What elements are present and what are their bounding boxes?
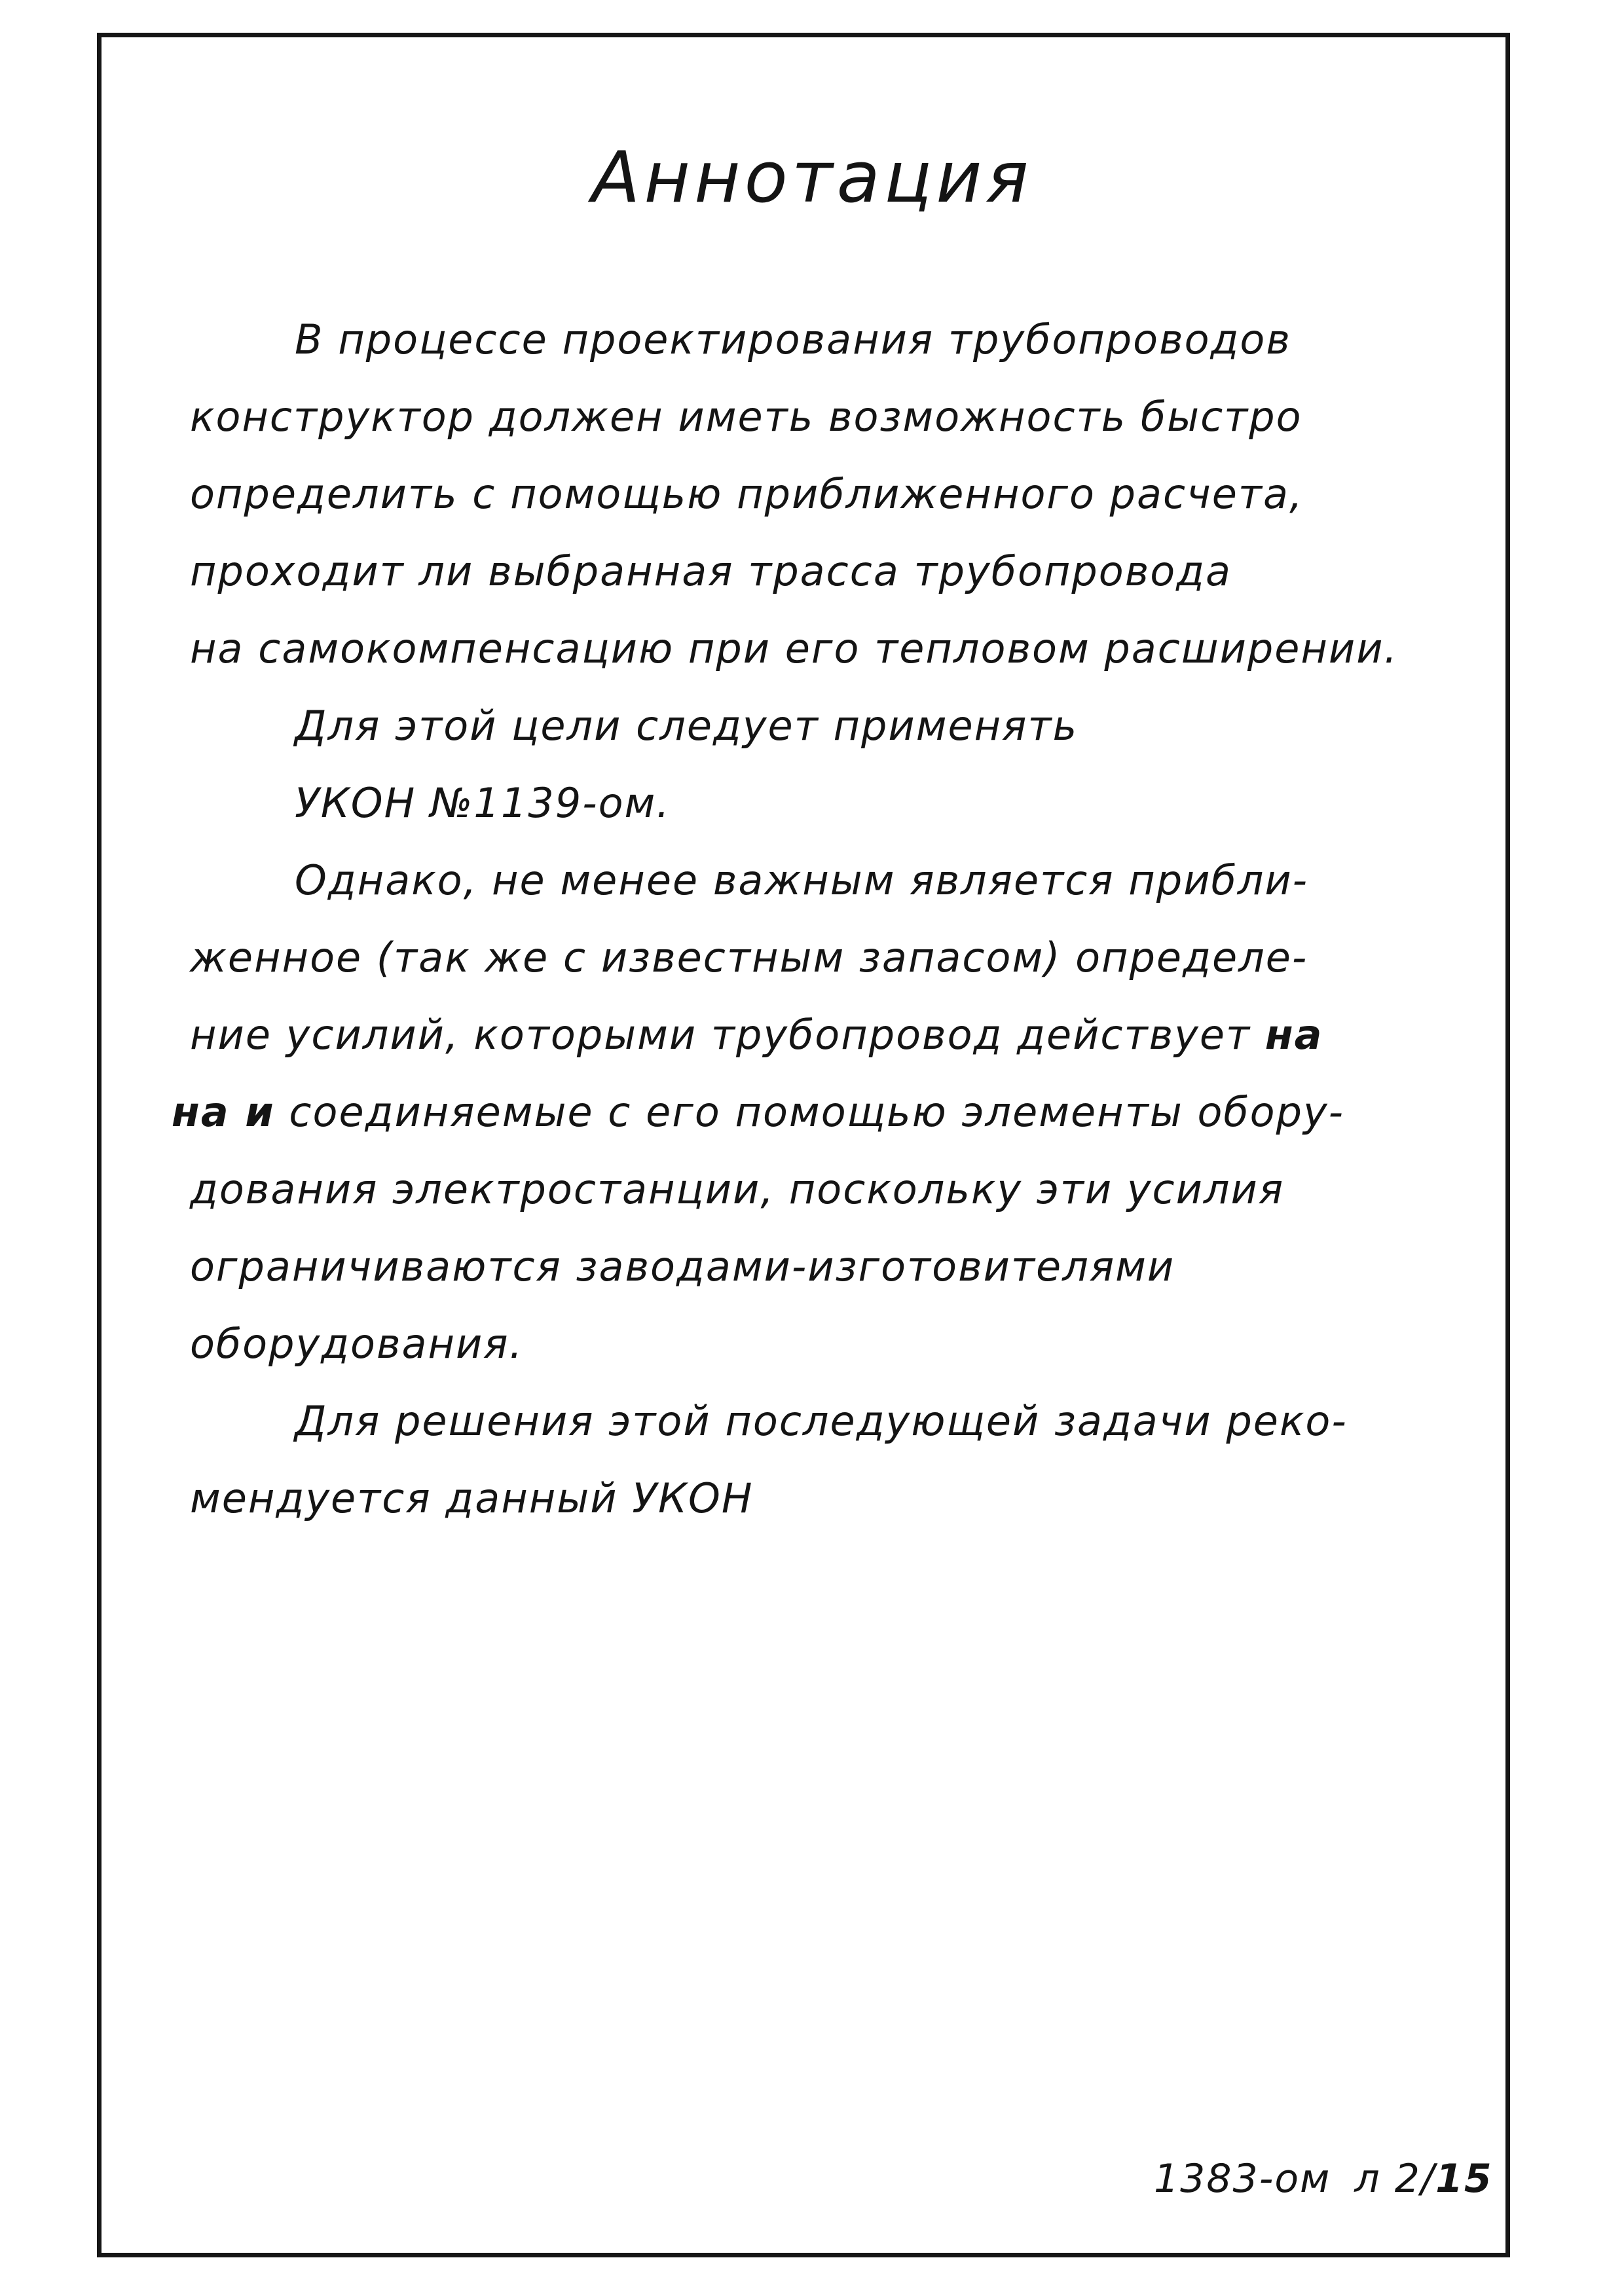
text-line: ограничиваются заводами-изготовителями xyxy=(190,1243,1175,1290)
text-segment: ние усилий, которыми трубопровод действует xyxy=(190,1011,1251,1059)
text-line: Однако, не менее важным является прибли- xyxy=(295,856,1309,904)
text-line: на самокомпенсацию при его тепловом расширении. xyxy=(190,625,1399,672)
text-line: оборудования. xyxy=(190,1320,524,1368)
text-line: Для решения этой последующей задачи реко- xyxy=(295,1397,1348,1445)
handwritten-correction: на xyxy=(1264,1011,1323,1059)
text-line: В процессе проектирования трубопроводов xyxy=(295,316,1291,363)
text-line xyxy=(190,1011,1323,1059)
text-line: УКОН №1139-ом. xyxy=(295,779,671,827)
text-line: мендуется данный УКОН xyxy=(190,1474,754,1522)
text-line: Для этой цели следует применять xyxy=(295,702,1079,750)
document-code: 1383-ом xyxy=(1154,2156,1331,2202)
sheet-stamp xyxy=(1154,2156,1493,2202)
sheet-total: 15 xyxy=(1435,2156,1493,2202)
text-line: дования электростанции, поскольку эти усилия xyxy=(190,1165,1285,1213)
text-line: определить с помощью приближенного расчета, xyxy=(190,470,1304,518)
text-line xyxy=(172,1088,1345,1136)
text-line: конструктор должен иметь возможность быстро xyxy=(190,393,1302,441)
page-border-frame xyxy=(97,33,1510,2257)
text-segment: соединяемые с его помощью элементы обору- xyxy=(289,1088,1345,1136)
text-line: женное (так же с известным запасом) определе- xyxy=(190,934,1308,981)
handwritten-correction: на и xyxy=(172,1088,275,1136)
document-title: Аннотация xyxy=(591,137,1033,219)
sheet-label: л 2/ xyxy=(1354,2156,1436,2202)
text-line: проходит ли выбранная трасса трубопровода xyxy=(190,547,1232,595)
